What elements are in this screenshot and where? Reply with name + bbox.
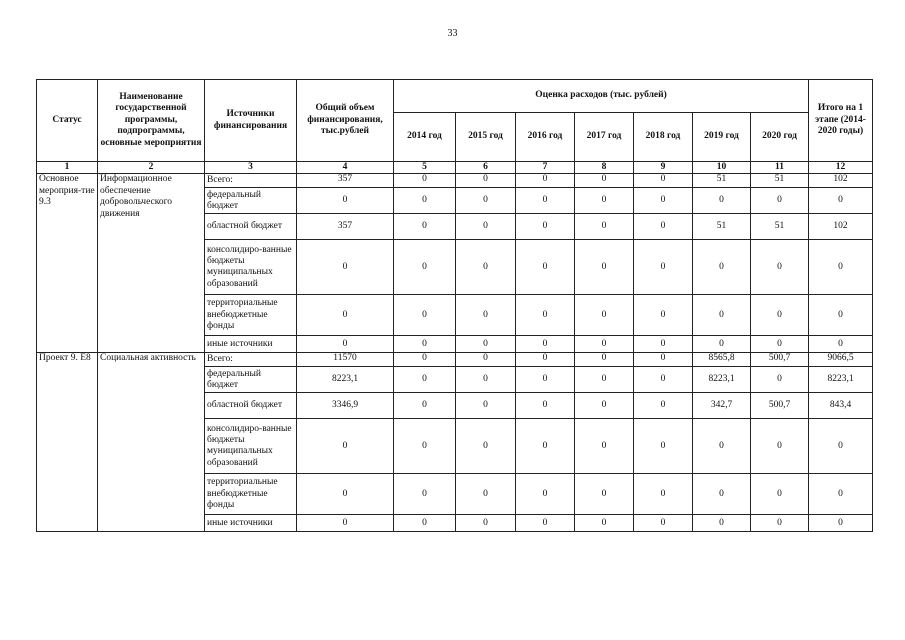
year-value-cell: 0 (456, 419, 516, 474)
year-value-cell: 0 (575, 393, 634, 419)
program-name-cell: Информационное обеспечение добровольческого движения (98, 174, 205, 353)
stage-total-cell: 0 (809, 474, 873, 515)
year-value-cell: 8223,1 (693, 367, 751, 393)
header-name: Наименование государственной программы, подпрограммы, основные мероприятия (98, 80, 205, 162)
program-name-cell: Социальная активность (98, 353, 205, 532)
stage-total-cell: 102 (809, 174, 873, 188)
stage-total-cell: 0 (809, 295, 873, 336)
total-cell: 11570 (297, 353, 394, 367)
year-value-cell: 0 (634, 188, 693, 214)
year-value-cell: 0 (394, 188, 456, 214)
year-value-cell: 0 (516, 353, 575, 367)
header-status: Статус (37, 80, 98, 162)
year-value-cell: 0 (516, 419, 575, 474)
year-value-cell: 0 (634, 240, 693, 295)
year-value-cell: 500,7 (751, 353, 809, 367)
year-value-cell: 0 (751, 240, 809, 295)
year-value-cell: 0 (693, 188, 751, 214)
year-value-cell: 0 (394, 419, 456, 474)
column-number: 1 (37, 162, 98, 174)
year-value-cell: 0 (634, 419, 693, 474)
total-cell: 0 (297, 336, 394, 353)
year-value-cell: 0 (634, 474, 693, 515)
header-year: 2017 год (575, 113, 634, 162)
year-value-cell: 0 (516, 174, 575, 188)
year-value-cell: 0 (634, 295, 693, 336)
funding-source-cell: областной бюджет (205, 393, 297, 419)
year-value-cell: 0 (575, 174, 634, 188)
column-number: 6 (456, 162, 516, 174)
stage-total-cell: 0 (809, 419, 873, 474)
year-value-cell: 0 (516, 367, 575, 393)
year-value-cell: 0 (516, 188, 575, 214)
header-year: 2018 год (634, 113, 693, 162)
year-value-cell: 0 (634, 214, 693, 240)
year-value-cell: 0 (693, 515, 751, 532)
table-row (37, 353, 873, 367)
stage-total-cell: 0 (809, 188, 873, 214)
stage-total-cell: 0 (809, 336, 873, 353)
year-value-cell: 0 (456, 367, 516, 393)
year-value-cell: 0 (575, 367, 634, 393)
year-value-cell: 51 (693, 174, 751, 188)
funding-source-cell: иные источники (205, 336, 297, 353)
year-value-cell: 0 (456, 214, 516, 240)
year-value-cell: 0 (394, 240, 456, 295)
year-value-cell: 0 (575, 240, 634, 295)
header-estimate: Оценка расходов (тыс. рублей) (394, 80, 809, 113)
year-value-cell: 8565,8 (693, 353, 751, 367)
year-value-cell: 0 (751, 474, 809, 515)
year-value-cell: 0 (634, 353, 693, 367)
column-number: 10 (693, 162, 751, 174)
header-total: Общий объем финансирования, тыс.рублей (297, 80, 394, 162)
year-value-cell: 0 (751, 188, 809, 214)
year-value-cell: 51 (751, 174, 809, 188)
year-value-cell: 0 (693, 240, 751, 295)
year-value-cell: 0 (575, 419, 634, 474)
year-value-cell: 0 (634, 367, 693, 393)
funding-source-cell: Всего: (205, 174, 297, 188)
total-cell: 0 (297, 474, 394, 515)
funding-source-cell: Всего: (205, 353, 297, 367)
year-value-cell: 0 (634, 393, 693, 419)
year-value-cell: 0 (394, 474, 456, 515)
year-value-cell: 0 (575, 188, 634, 214)
year-value-cell: 0 (394, 515, 456, 532)
year-value-cell: 0 (516, 240, 575, 295)
stage-total-cell: 102 (809, 214, 873, 240)
year-value-cell: 0 (575, 336, 634, 353)
year-value-cell: 0 (634, 515, 693, 532)
column-number: 7 (516, 162, 575, 174)
total-cell: 3346,9 (297, 393, 394, 419)
total-cell: 0 (297, 419, 394, 474)
year-value-cell: 0 (516, 515, 575, 532)
column-number: 3 (205, 162, 297, 174)
year-value-cell: 0 (456, 474, 516, 515)
total-cell: 0 (297, 295, 394, 336)
funding-source-cell: консолидиро-ванные бюджеты муниципальных образований (205, 240, 297, 295)
header-year: 2019 год (693, 113, 751, 162)
year-value-cell: 0 (394, 174, 456, 188)
year-value-cell: 0 (394, 367, 456, 393)
stage-total-cell: 0 (809, 515, 873, 532)
column-number-row (37, 162, 873, 174)
year-value-cell: 0 (456, 240, 516, 295)
total-cell: 0 (297, 188, 394, 214)
year-value-cell: 0 (394, 353, 456, 367)
funding-source-cell: консолидиро-ванные бюджеты муниципальных образований (205, 419, 297, 474)
stage-total-cell: 9066,5 (809, 353, 873, 367)
total-cell: 8223,1 (297, 367, 394, 393)
funding-source-cell: иные источники (205, 515, 297, 532)
year-value-cell: 0 (575, 474, 634, 515)
stage-total-cell: 8223,1 (809, 367, 873, 393)
year-value-cell: 0 (456, 188, 516, 214)
year-value-cell: 51 (751, 214, 809, 240)
header-stage-total: Итого на 1 этапе (2014-2020 годы) (809, 80, 873, 162)
year-value-cell: 342,7 (693, 393, 751, 419)
header-year: 2014 год (394, 113, 456, 162)
column-number: 12 (809, 162, 873, 174)
funding-source-cell: территориальные внебюджетные фонды (205, 474, 297, 515)
funding-source-cell: областной бюджет (205, 214, 297, 240)
status-cell: Основное мероприя-тие 9.3 (37, 174, 98, 353)
year-value-cell: 0 (456, 393, 516, 419)
total-cell: 357 (297, 214, 394, 240)
header-year: 2016 год (516, 113, 575, 162)
year-value-cell: 0 (751, 515, 809, 532)
year-value-cell: 0 (575, 295, 634, 336)
column-number: 4 (297, 162, 394, 174)
year-value-cell: 0 (516, 336, 575, 353)
column-number: 11 (751, 162, 809, 174)
year-value-cell: 51 (693, 214, 751, 240)
year-value-cell: 0 (456, 353, 516, 367)
total-cell: 0 (297, 240, 394, 295)
year-value-cell: 500,7 (751, 393, 809, 419)
funding-source-cell: федеральный бюджет (205, 367, 297, 393)
year-value-cell: 0 (516, 474, 575, 515)
header-year: 2015 год (456, 113, 516, 162)
year-value-cell: 0 (634, 174, 693, 188)
year-value-cell: 0 (693, 336, 751, 353)
stage-total-cell: 0 (809, 240, 873, 295)
header-year: 2020 год (751, 113, 809, 162)
column-number: 9 (634, 162, 693, 174)
total-cell: 357 (297, 174, 394, 188)
stage-total-cell: 843,4 (809, 393, 873, 419)
header-row (37, 80, 873, 113)
funding-source-cell: территориальные внебюджетные фонды (205, 295, 297, 336)
year-value-cell: 0 (751, 367, 809, 393)
year-value-cell: 0 (693, 419, 751, 474)
year-value-cell: 0 (394, 214, 456, 240)
year-value-cell: 0 (516, 295, 575, 336)
status-cell: Проект 9. Е8 (37, 353, 98, 532)
page-number: 33 (447, 28, 458, 39)
year-value-cell: 0 (575, 515, 634, 532)
year-value-cell: 0 (456, 174, 516, 188)
year-value-cell: 0 (693, 474, 751, 515)
year-value-cell: 0 (751, 295, 809, 336)
year-value-cell: 0 (394, 336, 456, 353)
year-value-cell: 0 (394, 393, 456, 419)
year-value-cell: 0 (456, 515, 516, 532)
header-sources: Источники финансирования (205, 80, 297, 162)
year-value-cell: 0 (693, 295, 751, 336)
year-value-cell: 0 (751, 336, 809, 353)
year-value-cell: 0 (394, 295, 456, 336)
year-value-cell: 0 (634, 336, 693, 353)
year-value-cell: 0 (456, 336, 516, 353)
funding-source-cell: федеральный бюджет (205, 188, 297, 214)
year-value-cell: 0 (751, 419, 809, 474)
table-row (37, 174, 873, 188)
column-number: 8 (575, 162, 634, 174)
budget-table (36, 79, 873, 532)
column-number: 5 (394, 162, 456, 174)
year-value-cell: 0 (516, 214, 575, 240)
column-number: 2 (98, 162, 205, 174)
year-value-cell: 0 (575, 353, 634, 367)
total-cell: 0 (297, 515, 394, 532)
year-value-cell: 0 (456, 295, 516, 336)
year-value-cell: 0 (516, 393, 575, 419)
year-value-cell: 0 (575, 214, 634, 240)
